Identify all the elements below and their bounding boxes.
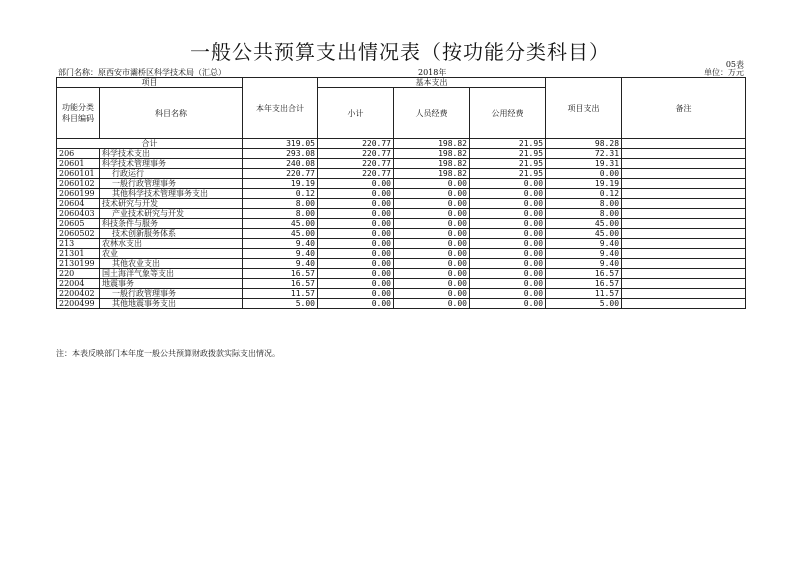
project-cell: 9.40 xyxy=(546,249,622,259)
subtotal-cell: 0.00 xyxy=(318,249,394,259)
subtotal-cell: 0.00 xyxy=(318,229,394,239)
footnote: 注：本表反映部门本年度一般公共预算财政拨款实际支出情况。 xyxy=(56,349,280,358)
project-cell: 72.31 xyxy=(546,149,622,159)
public-cell: 0.00 xyxy=(470,279,546,289)
public-cell: 0.00 xyxy=(470,269,546,279)
personnel-cell: 198.82 xyxy=(394,139,470,149)
personnel-cell: 0.00 xyxy=(394,269,470,279)
table-row xyxy=(57,159,746,169)
table-row xyxy=(57,219,746,229)
project-cell: 19.31 xyxy=(546,159,622,169)
remark-cell xyxy=(622,229,746,239)
subject-name-cell: 一般行政管理事务 xyxy=(100,179,243,189)
header-item: 项目 xyxy=(57,78,243,88)
project-cell: 45.00 xyxy=(546,229,622,239)
public-cell: 0.00 xyxy=(470,299,546,309)
form-number: 05表 xyxy=(725,60,744,69)
project-cell: 11.57 xyxy=(546,289,622,299)
personnel-cell: 0.00 xyxy=(394,289,470,299)
code-cell: 2060199 xyxy=(57,189,100,199)
personnel-cell: 0.00 xyxy=(394,279,470,289)
header-basic: 基本支出 xyxy=(318,78,546,88)
total-row xyxy=(57,139,746,149)
public-cell: 0.00 xyxy=(470,259,546,269)
page-title: 一般公共预算支出情况表（按功能分类科目） xyxy=(190,40,610,64)
total-cell: 8.00 xyxy=(243,209,318,219)
personnel-cell: 0.00 xyxy=(394,209,470,219)
public-cell: 0.00 xyxy=(470,249,546,259)
personnel-cell: 198.82 xyxy=(394,159,470,169)
code-cell: 2060101 xyxy=(57,169,100,179)
code-cell: 2200402 xyxy=(57,289,100,299)
table-row xyxy=(57,259,746,269)
subtotal-cell: 0.00 xyxy=(318,209,394,219)
subtotal-cell: 220.77 xyxy=(318,169,394,179)
remark-cell xyxy=(622,169,746,179)
subject-name-cell: 科学技术管理事务 xyxy=(100,159,243,169)
table-row xyxy=(57,279,746,289)
header-total: 本年支出合计 xyxy=(243,78,318,139)
project-cell: 9.40 xyxy=(546,239,622,249)
subject-name-cell: 一般行政管理事务 xyxy=(100,289,243,299)
remark-cell xyxy=(622,219,746,229)
table-row xyxy=(57,289,746,299)
project-cell: 0.00 xyxy=(546,169,622,179)
subtotal-cell: 220.77 xyxy=(318,159,394,169)
total-cell: 319.05 xyxy=(243,139,318,149)
table-row xyxy=(57,229,746,239)
subject-name-cell: 农业 xyxy=(100,249,243,259)
subject-name-cell: 行政运行 xyxy=(100,169,243,179)
code-cell: 20601 xyxy=(57,159,100,169)
subject-name-cell: 产业技术研究与开发 xyxy=(100,209,243,219)
subtotal-cell: 0.00 xyxy=(318,269,394,279)
code-cell: 21301 xyxy=(57,249,100,259)
public-cell: 0.00 xyxy=(470,209,546,219)
public-cell: 21.95 xyxy=(470,159,546,169)
remark-cell xyxy=(622,159,746,169)
project-cell: 8.00 xyxy=(546,199,622,209)
personnel-cell: 0.00 xyxy=(394,249,470,259)
remark-cell xyxy=(622,149,746,159)
code-cell: 2060102 xyxy=(57,179,100,189)
personnel-cell: 0.00 xyxy=(394,299,470,309)
remark-cell xyxy=(622,249,746,259)
personnel-cell: 0.00 xyxy=(394,219,470,229)
subtotal-cell: 0.00 xyxy=(318,259,394,269)
subtotal-cell: 220.77 xyxy=(318,139,394,149)
header-subject-name: 科目名称 xyxy=(100,88,243,139)
public-cell: 0.00 xyxy=(470,179,546,189)
table-row xyxy=(57,299,746,309)
subject-name-cell: 技术研究与开发 xyxy=(100,199,243,209)
table-row xyxy=(57,189,746,199)
code-cell: 2200499 xyxy=(57,299,100,309)
personnel-cell: 0.00 xyxy=(394,229,470,239)
header-func-code: 功能分类科目编码 xyxy=(57,88,100,139)
total-cell: 9.40 xyxy=(243,259,318,269)
personnel-cell: 0.00 xyxy=(394,239,470,249)
remark-cell xyxy=(622,189,746,199)
personnel-cell: 198.82 xyxy=(394,169,470,179)
subject-name-cell: 地震事务 xyxy=(100,279,243,289)
header-subtotal: 小计 xyxy=(318,88,394,139)
remark-cell xyxy=(622,239,746,249)
public-cell: 0.00 xyxy=(470,189,546,199)
header-personnel: 人员经费 xyxy=(394,88,470,139)
department-label: 部门名称：原西安市灞桥区科学技术局（汇总） xyxy=(58,68,226,77)
subtotal-cell: 0.00 xyxy=(318,219,394,229)
personnel-cell: 0.00 xyxy=(394,189,470,199)
public-cell: 0.00 xyxy=(470,289,546,299)
table-row xyxy=(57,209,746,219)
total-cell: 240.08 xyxy=(243,159,318,169)
total-cell: 16.57 xyxy=(243,279,318,289)
subtotal-cell: 0.00 xyxy=(318,239,394,249)
header-project: 项目支出 xyxy=(546,78,622,139)
code-cell: 2060502 xyxy=(57,229,100,239)
total-cell: 9.40 xyxy=(243,249,318,259)
total-cell: 293.08 xyxy=(243,149,318,159)
project-cell: 45.00 xyxy=(546,219,622,229)
subject-name-cell: 其他科学技术管理事务支出 xyxy=(100,189,243,199)
code-cell: 206 xyxy=(57,149,100,159)
personnel-cell: 0.00 xyxy=(394,179,470,189)
code-cell: 20605 xyxy=(57,219,100,229)
code-cell: 213 xyxy=(57,239,100,249)
project-cell: 98.28 xyxy=(546,139,622,149)
subject-name-cell: 其他地震事务支出 xyxy=(100,299,243,309)
expenditure-table xyxy=(56,77,746,309)
table-row xyxy=(57,269,746,279)
total-cell: 8.00 xyxy=(243,199,318,209)
subtotal-cell: 0.00 xyxy=(318,279,394,289)
public-cell: 21.95 xyxy=(470,149,546,159)
remark-cell xyxy=(622,269,746,279)
remark-cell xyxy=(622,179,746,189)
code-cell: 2060403 xyxy=(57,209,100,219)
public-cell: 21.95 xyxy=(470,139,546,149)
total-cell: 45.00 xyxy=(243,219,318,229)
code-cell: 2130199 xyxy=(57,259,100,269)
code-cell: 220 xyxy=(57,269,100,279)
subject-name-cell: 技术创新服务体系 xyxy=(100,229,243,239)
remark-cell xyxy=(622,299,746,309)
unit-label: 单位：万元 xyxy=(704,68,744,77)
subtotal-cell: 0.00 xyxy=(318,199,394,209)
project-cell: 16.57 xyxy=(546,279,622,289)
total-cell: 9.40 xyxy=(243,239,318,249)
remark-cell xyxy=(622,199,746,209)
code-cell: 20604 xyxy=(57,199,100,209)
project-cell: 16.57 xyxy=(546,269,622,279)
project-cell: 5.00 xyxy=(546,299,622,309)
subtotal-cell: 0.00 xyxy=(318,299,394,309)
remark-cell xyxy=(622,209,746,219)
subject-name-cell: 科技条件与服务 xyxy=(100,219,243,229)
remark-cell xyxy=(622,259,746,269)
total-cell: 11.57 xyxy=(243,289,318,299)
subject-name-cell: 其他农业支出 xyxy=(100,259,243,269)
personnel-cell: 198.82 xyxy=(394,149,470,159)
table-row xyxy=(57,199,746,209)
total-label: 合计 xyxy=(57,139,243,149)
header-remark: 备注 xyxy=(622,78,746,139)
public-cell: 21.95 xyxy=(470,169,546,179)
personnel-cell: 0.00 xyxy=(394,199,470,209)
remark-cell xyxy=(622,279,746,289)
subject-name-cell: 国土海洋气象等支出 xyxy=(100,269,243,279)
total-cell: 0.12 xyxy=(243,189,318,199)
project-cell: 8.00 xyxy=(546,209,622,219)
project-cell: 19.19 xyxy=(546,179,622,189)
total-cell: 220.77 xyxy=(243,169,318,179)
table-row xyxy=(57,249,746,259)
project-cell: 9.40 xyxy=(546,259,622,269)
subtotal-cell: 220.77 xyxy=(318,149,394,159)
total-cell: 45.00 xyxy=(243,229,318,239)
table-row xyxy=(57,239,746,249)
code-cell: 22004 xyxy=(57,279,100,289)
remark-cell xyxy=(622,289,746,299)
public-cell: 0.00 xyxy=(470,219,546,229)
subject-name-cell: 农林水支出 xyxy=(100,239,243,249)
public-cell: 0.00 xyxy=(470,199,546,209)
project-cell: 0.12 xyxy=(546,189,622,199)
total-cell: 16.57 xyxy=(243,269,318,279)
subject-name-cell: 科学技术支出 xyxy=(100,149,243,159)
remark-cell xyxy=(622,139,746,149)
total-cell: 19.19 xyxy=(243,179,318,189)
header-public: 公用经费 xyxy=(470,88,546,139)
subtotal-cell: 0.00 xyxy=(318,179,394,189)
table-row xyxy=(57,169,746,179)
table-row xyxy=(57,179,746,189)
public-cell: 0.00 xyxy=(470,229,546,239)
total-cell: 5.00 xyxy=(243,299,318,309)
subtotal-cell: 0.00 xyxy=(318,289,394,299)
subtotal-cell: 0.00 xyxy=(318,189,394,199)
public-cell: 0.00 xyxy=(470,239,546,249)
personnel-cell: 0.00 xyxy=(394,259,470,269)
table-row xyxy=(57,149,746,159)
year-label: 2018年 xyxy=(418,68,447,77)
